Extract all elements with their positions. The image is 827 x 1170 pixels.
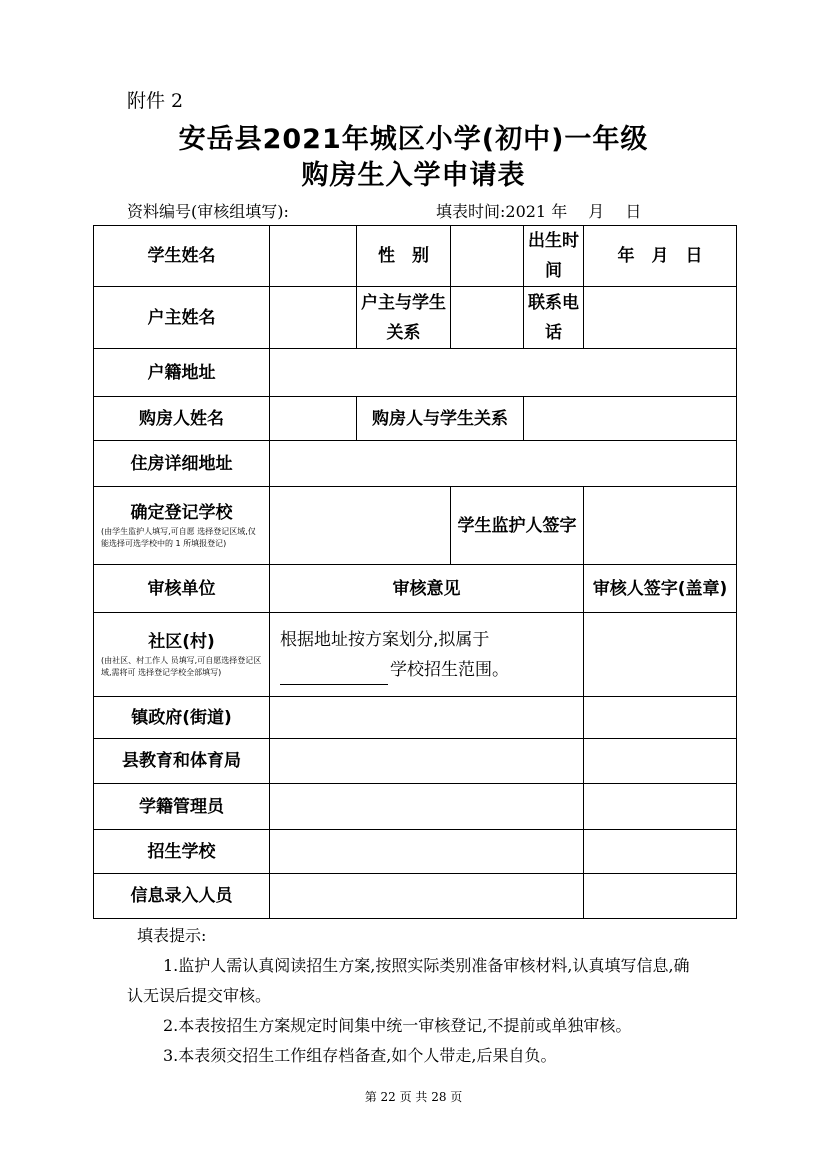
record-number-label: 资料编号(审核组填写): xyxy=(127,202,289,221)
phone-field[interactable] xyxy=(584,287,737,349)
tips-item-1: 1.监护人需认真阅读招生方案,按照实际类别准备审核材料,认真填写信息,确认无误后提交审核。 xyxy=(127,956,690,1005)
household-address-label: 户籍地址 xyxy=(94,349,270,397)
community-opinion[interactable] xyxy=(270,613,584,697)
tips-heading: 填表提示: xyxy=(137,926,207,945)
household-address-field[interactable] xyxy=(270,349,737,397)
community-label: 社区(村) xyxy=(148,631,215,652)
town-gov-sign[interactable] xyxy=(584,697,737,739)
data-entry-opinion[interactable] xyxy=(270,874,584,919)
admission-school-opinion[interactable] xyxy=(270,830,584,874)
school-note: (由学生监护人填写,可自愿 选择登记区域,仅能选择可选学校中的 1 所填报登记) xyxy=(101,526,256,548)
registrar-sign[interactable] xyxy=(584,784,737,830)
annex-label: 附件 2 xyxy=(127,90,184,112)
guardian-sign-field[interactable] xyxy=(584,487,737,565)
admission-school-label: 招生学校 xyxy=(94,830,270,874)
application-form-table xyxy=(93,225,737,919)
community-sign-field[interactable] xyxy=(584,613,737,697)
tips-item-2: 2.本表按招生方案规定时间集中统一审核登记,不提前或单独审核。 xyxy=(163,1016,632,1035)
birth-field[interactable]: 年 月 日 xyxy=(584,226,737,287)
buyer-relation-label: 购房人与学生关系 xyxy=(357,397,524,441)
school-field[interactable] xyxy=(270,487,451,565)
gender-label: 性 别 xyxy=(357,226,451,287)
community-cell xyxy=(94,613,270,697)
registrar-label: 学籍管理员 xyxy=(94,784,270,830)
school-label: 确定登记学校 xyxy=(130,502,233,523)
county-edu-sign[interactable] xyxy=(584,739,737,784)
buyer-name-field[interactable] xyxy=(270,397,357,441)
review-opinion-header: 审核意见 xyxy=(270,565,584,613)
reviewer-sign-header: 审核人签字(盖章) xyxy=(584,565,737,613)
householder-name-label: 户主姓名 xyxy=(94,287,270,349)
householder-relation-label: 户主与学生关系 xyxy=(357,287,451,349)
gender-field[interactable] xyxy=(451,226,524,287)
admission-school-sign[interactable] xyxy=(584,830,737,874)
birth-label: 出生时间 xyxy=(524,226,584,287)
householder-name-field[interactable] xyxy=(270,287,357,349)
county-edu-label: 县教育和体育局 xyxy=(94,739,270,784)
town-gov-opinion[interactable] xyxy=(270,697,584,739)
data-entry-sign[interactable] xyxy=(584,874,737,919)
form-title-line1: 安岳县2021年城区小学(初中)一年级 xyxy=(178,124,649,155)
house-address-field[interactable] xyxy=(270,441,737,487)
student-name-label: 学生姓名 xyxy=(94,226,270,287)
opinion-line2: 学校招生范围。 xyxy=(390,659,509,680)
data-entry-label: 信息录入人员 xyxy=(94,874,270,919)
community-note: (由社区、村工作人 员填写,可自愿选择登记区域,需将可 选择登记学校全部填写) xyxy=(101,655,262,677)
school-blank[interactable] xyxy=(280,666,388,685)
buyer-name-label: 购房人姓名 xyxy=(94,397,270,441)
review-unit-header: 审核单位 xyxy=(94,565,270,613)
opinion-line1: 根据地址按方案划分,拟属于 xyxy=(280,629,490,650)
fill-date-label: 填表时间:2021 年 月 日 xyxy=(436,202,642,221)
guardian-sign-label: 学生监护人签字 xyxy=(451,487,584,565)
buyer-relation-field[interactable] xyxy=(524,397,737,441)
registrar-opinion[interactable] xyxy=(270,784,584,830)
school-cell xyxy=(94,487,270,565)
page-footer: 第 22 页 共 28 页 xyxy=(364,1090,463,1104)
town-gov-label: 镇政府(街道) xyxy=(94,697,270,739)
county-edu-opinion[interactable] xyxy=(270,739,584,784)
phone-label: 联系电话 xyxy=(524,287,584,349)
form-title-line2: 购房生入学申请表 xyxy=(301,160,526,191)
householder-relation-field[interactable] xyxy=(451,287,524,349)
house-address-label: 住房详细地址 xyxy=(94,441,270,487)
tips-item-3: 3.本表须交招生工作组存档备查,如个人带走,后果自负。 xyxy=(163,1046,557,1065)
tips-section xyxy=(127,921,697,1071)
student-name-field[interactable] xyxy=(270,226,357,287)
